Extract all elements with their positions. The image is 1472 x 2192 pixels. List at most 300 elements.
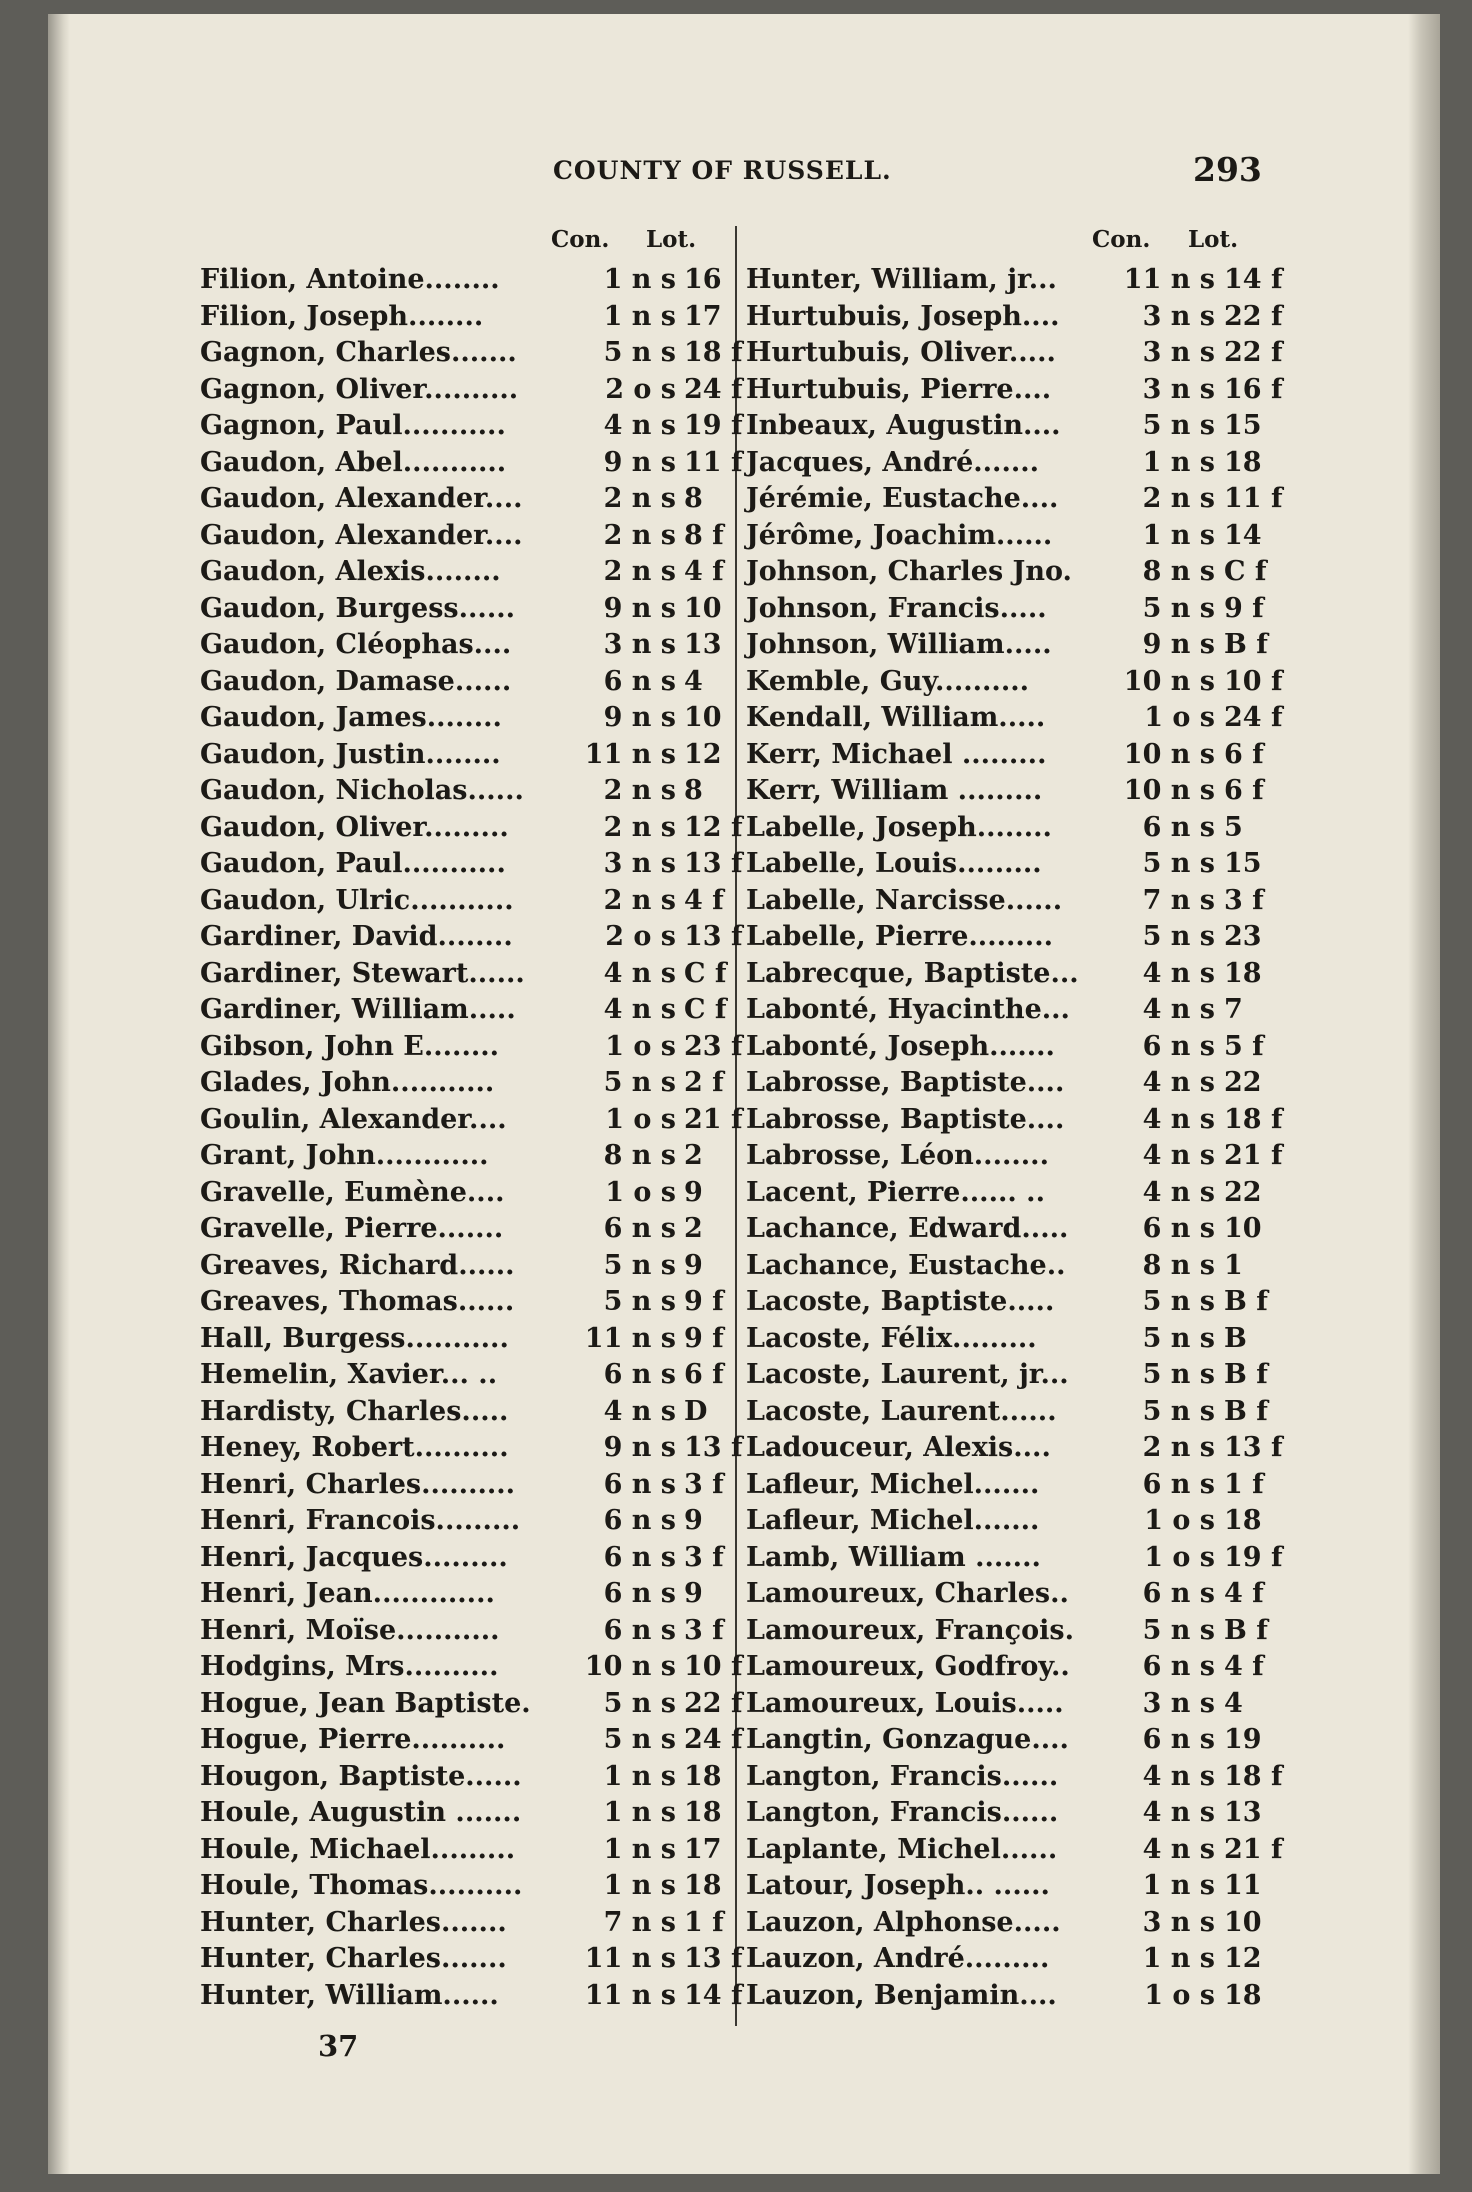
page-title: COUNTY OF RUSSELL. [553, 156, 892, 185]
list-item [746, 1759, 1316, 1796]
list-item [746, 1905, 1316, 1942]
entry-concession: 8 n s [603, 1140, 676, 1171]
list-item [200, 700, 728, 737]
list-item [746, 262, 1316, 299]
entry-lot: 19 f [684, 410, 743, 441]
entry-lot: 11 f [1224, 483, 1283, 514]
entry-lot: 22 f [1224, 337, 1283, 368]
column-headers [48, 226, 1440, 258]
entry-lot: B f [1224, 1614, 1268, 1646]
entry-name: Hogue, Pierre.......... [200, 1724, 506, 1755]
list-item [746, 591, 1316, 628]
list-item [746, 445, 1316, 482]
list-item [200, 481, 728, 518]
left-con-header: Con. [551, 226, 610, 253]
right-lot-header: Lot. [1188, 226, 1239, 253]
entry-concession: 1 o s [1144, 1505, 1215, 1536]
page-number: 293 [1193, 150, 1262, 189]
entry-name: Lafleur, Michel....... [746, 1468, 1040, 1500]
entry-concession: 2 n s [1142, 1432, 1215, 1463]
entry-concession: 7 n s [603, 1906, 676, 1938]
list-item [200, 1868, 728, 1905]
entry-lot: 17 [684, 1833, 722, 1865]
entry-name: Kendall, William..... [746, 702, 1046, 733]
list-item [746, 1686, 1316, 1723]
entry-lot: 13 f [684, 921, 743, 952]
list-item [746, 1102, 1316, 1139]
entry-concession: 4 n s [603, 410, 676, 441]
list-item [200, 1430, 743, 1467]
entry-lot: 24 f [1224, 702, 1283, 733]
entry-name: Lamb, William ....... [746, 1541, 1041, 1573]
list-item [746, 1248, 1316, 1285]
entry-lot: 13 [684, 629, 722, 660]
entry-name: Filion, Antoine........ [200, 264, 500, 295]
entry-lot: 18 f [684, 337, 743, 368]
entry-concession: 9 n s [603, 1432, 676, 1463]
entry-concession: 11 n s [584, 1979, 676, 2011]
entry-name: Houle, Augustin ....... [200, 1797, 522, 1828]
entry-concession: 5 n s [603, 1724, 676, 1755]
list-item [746, 1832, 1316, 1869]
entry-concession: 11 n s [584, 1322, 676, 1354]
entry-name: Gaudon, Damase...... [200, 665, 512, 697]
entry-lot: 12 [684, 738, 722, 770]
entry-lot: 10 [684, 702, 722, 733]
entry-name: Grant, John............ [200, 1140, 489, 1171]
entry-name: Jérémie, Eustache.... [746, 483, 1059, 514]
entry-name: Hunter, William, jr... [746, 264, 1057, 295]
entry-concession: 6 n s [1142, 1030, 1215, 1062]
entry-lot: 14 f [1224, 264, 1283, 295]
entry-concession: 4 n s [1142, 1140, 1215, 1171]
list-item [746, 700, 1316, 737]
entry-name: Henri, Jacques......... [200, 1541, 508, 1573]
list-item [746, 481, 1316, 518]
entry-concession: 5 n s [1142, 921, 1215, 952]
entry-lot: 18 f [1224, 1103, 1283, 1135]
entry-lot: B f [1224, 1395, 1268, 1427]
entry-concession: 6 n s [1142, 1468, 1215, 1500]
list-item [200, 773, 728, 810]
entry-name: Kerr, William ......... [746, 775, 1043, 806]
entry-name: Labrecque, Baptiste... [746, 957, 1079, 989]
entry-lot: 9 [684, 1578, 703, 1609]
entry-concession: 6 n s [603, 1578, 676, 1609]
entry-concession: 11 n s [1123, 264, 1215, 295]
list-item [746, 956, 1316, 993]
entry-concession: 2 n s [603, 483, 676, 514]
entry-lot: 13 f [684, 1943, 743, 1974]
entry-concession: 9 n s [1142, 629, 1215, 660]
list-item [746, 1211, 1316, 1248]
entry-lot: 9 [684, 1505, 703, 1536]
entry-concession: 4 n s [1142, 1760, 1215, 1792]
list-item [200, 1613, 728, 1650]
list-item [200, 1503, 728, 1540]
entry-lot: 8 [684, 775, 703, 806]
entry-lot: 18 [684, 1797, 722, 1828]
entry-concession: 1 o s [605, 1030, 676, 1062]
entry-lot: 4 [1224, 1687, 1243, 1719]
list-item [200, 1138, 728, 1175]
entry-name: Henri, Francois......... [200, 1505, 521, 1536]
entry-name: Gaudon, Abel........... [200, 446, 507, 478]
entry-name: Gardiner, William..... [200, 994, 516, 1025]
entry-concession: 6 n s [1142, 1578, 1215, 1609]
entry-lot: 10 [1224, 1906, 1262, 1938]
entry-name: Labrosse, Baptiste.... [746, 1103, 1065, 1135]
list-item [746, 627, 1316, 664]
list-item [200, 1357, 728, 1394]
entry-name: Gravelle, Eumène.... [200, 1176, 505, 1208]
entry-concession: 1 o s [605, 1103, 676, 1135]
entry-concession: 5 n s [1142, 1322, 1215, 1354]
entry-concession: 2 o s [605, 373, 676, 405]
entry-concession: 1 o s [1144, 1979, 1215, 2011]
entry-concession: 5 n s [1142, 1614, 1215, 1646]
page-edge [1408, 14, 1440, 2174]
list-item [746, 1357, 1316, 1394]
list-item [200, 1394, 728, 1431]
entry-concession: 6 n s [603, 1505, 676, 1536]
entry-concession: 2 n s [603, 775, 676, 806]
list-item [200, 518, 728, 555]
entry-concession: 6 n s [603, 1541, 676, 1573]
entry-name: Hunter, Charles....... [200, 1906, 507, 1938]
list-item [200, 372, 743, 409]
entry-lot: 4 f [1224, 1651, 1264, 1682]
list-item [746, 1321, 1316, 1358]
entry-name: Labelle, Joseph........ [746, 811, 1052, 843]
entry-concession: 5 n s [603, 337, 676, 368]
entry-lot: 15 [1224, 410, 1262, 441]
entry-name: Johnson, Charles Jno. [746, 556, 1072, 587]
entry-name: Gaudon, Ulric........... [200, 884, 514, 916]
entry-lot: 18 f [1224, 1760, 1283, 1792]
entry-concession: 1 o s [1144, 1541, 1215, 1573]
list-item [746, 846, 1316, 883]
entry-concession: 5 n s [1142, 592, 1215, 624]
list-item [200, 1722, 743, 1759]
entry-lot: 1 [1224, 1249, 1243, 1281]
entry-lot: B [1224, 1322, 1247, 1354]
entry-lot: 16 f [1224, 373, 1283, 405]
entry-name: Gaudon, Nicholas...... [200, 775, 524, 806]
entry-concession: 9 n s [603, 702, 676, 733]
entry-concession: 3 n s [1142, 1687, 1215, 1719]
entry-concession: 11 n s [584, 738, 676, 770]
entry-concession: 2 n s [1142, 483, 1215, 514]
entry-lot: 19 [1224, 1724, 1262, 1755]
entry-lot: C f [1224, 556, 1267, 587]
list-item [746, 1978, 1316, 2015]
entry-name: Langton, Francis...... [746, 1760, 1059, 1792]
entry-concession: 4 n s [603, 957, 676, 989]
list-item [200, 1759, 728, 1796]
entry-lot: 18 [1224, 957, 1262, 989]
list-item [200, 1102, 743, 1139]
entry-lot: 10 f [684, 1651, 743, 1682]
list-item [200, 1905, 728, 1942]
entry-lot: 12 f [684, 811, 743, 843]
right-con-header: Con. [1092, 226, 1151, 253]
entry-lot: 18 [1224, 446, 1262, 478]
list-item [746, 554, 1316, 591]
entry-lot: 21 f [684, 1103, 743, 1135]
entry-lot: 22 [1224, 1067, 1262, 1098]
entry-concession: 4 n s [603, 1395, 676, 1427]
entry-lot: 4 f [1224, 1578, 1264, 1609]
list-item [746, 1284, 1316, 1321]
entry-lot: 21 f [1224, 1140, 1283, 1171]
list-item [200, 1832, 728, 1869]
entry-name: Labrosse, Baptiste.... [746, 1067, 1065, 1098]
entry-name: Labelle, Narcisse...... [746, 884, 1063, 916]
entry-concession: 1 n s [1142, 1943, 1215, 1974]
entry-concession: 1 n s [603, 264, 676, 295]
entry-concession: 3 n s [1142, 1906, 1215, 1938]
entry-concession: 9 n s [603, 446, 676, 478]
entry-concession: 5 n s [1142, 848, 1215, 879]
list-item [200, 737, 728, 774]
entry-lot: B f [1224, 1286, 1268, 1317]
list-item [200, 919, 743, 956]
list-item [200, 846, 743, 883]
list-item [746, 992, 1316, 1029]
entry-name: Hardisty, Charles..... [200, 1395, 509, 1427]
entry-name: Gaudon, Justin........ [200, 738, 501, 770]
entry-concession: 6 n s [1142, 1724, 1215, 1755]
list-item [200, 554, 728, 591]
entry-name: Gaudon, Paul........... [200, 848, 506, 879]
entry-concession: 4 n s [1142, 1103, 1215, 1135]
entry-concession: 6 n s [603, 1213, 676, 1244]
entry-lot: 3 f [684, 1468, 724, 1500]
list-item [200, 1649, 743, 1686]
entry-lot: 1 f [684, 1906, 724, 1938]
entry-name: Greaves, Thomas...... [200, 1286, 515, 1317]
entry-lot: 15 [1224, 848, 1262, 879]
entry-lot: 22 [1224, 1176, 1262, 1208]
entry-name: Gagnon, Oliver.......... [200, 373, 519, 405]
entry-name: Lamoureux, Charles.. [746, 1578, 1069, 1609]
list-item [200, 1029, 743, 1066]
entry-name: Gaudon, Alexander.... [200, 483, 523, 514]
entry-concession: 8 n s [1142, 556, 1215, 587]
entry-name: Gibson, John E........ [200, 1030, 500, 1062]
entry-concession: 1 o s [1144, 702, 1215, 733]
entry-concession: 3 n s [1142, 300, 1215, 332]
entry-concession: 2 n s [603, 519, 676, 551]
entry-name: Lafleur, Michel....... [746, 1505, 1040, 1536]
entry-name: Gagnon, Charles....... [200, 337, 517, 368]
list-item [746, 335, 1316, 372]
entry-lot: 18 [684, 1870, 722, 1901]
list-item [746, 1795, 1316, 1832]
entry-lot: 8 f [684, 519, 724, 551]
list-item [746, 1540, 1316, 1577]
left-lot-header: Lot. [646, 226, 697, 253]
list-item [200, 1941, 743, 1978]
entry-concession: 5 n s [603, 1687, 676, 1719]
entry-concession: 8 n s [1142, 1249, 1215, 1281]
entry-lot: 8 [684, 483, 703, 514]
entry-concession: 5 n s [1142, 410, 1215, 441]
entry-name: Gaudon, Oliver......... [200, 811, 509, 843]
entry-lot: 22 f [684, 1687, 743, 1719]
entry-lot: 11 f [684, 446, 743, 478]
entry-lot: 4 [684, 665, 703, 697]
spine-shadow [48, 14, 70, 2174]
entry-concession: 3 n s [1142, 337, 1215, 368]
entry-lot: C f [684, 994, 727, 1025]
entry-name: Jérôme, Joachim...... [746, 519, 1053, 551]
entry-name: Latour, Joseph.. ...... [746, 1870, 1050, 1901]
entry-concession: 4 n s [1142, 957, 1215, 989]
list-item [200, 1576, 728, 1613]
entry-lot: B f [1224, 629, 1268, 660]
entry-lot: 9 [684, 1249, 703, 1281]
entry-lot: B f [1224, 1359, 1268, 1390]
entry-name: Gagnon, Paul........... [200, 410, 506, 441]
entry-lot: 5 [1224, 811, 1243, 843]
list-item [200, 1540, 728, 1577]
entry-name: Lacoste, Laurent...... [746, 1395, 1057, 1427]
list-item [200, 1284, 728, 1321]
entry-concession: 11 n s [584, 1943, 676, 1974]
entry-concession: 4 n s [603, 994, 676, 1025]
entry-name: Lauzon, Benjamin.... [746, 1979, 1057, 2011]
list-item [746, 1394, 1316, 1431]
list-item [746, 1065, 1316, 1102]
entry-concession: 5 n s [603, 1249, 676, 1281]
entry-name: Lacoste, Baptiste..... [746, 1286, 1055, 1317]
entry-name: Heney, Robert.......... [200, 1432, 509, 1463]
entry-lot: 14 f [684, 1979, 743, 2011]
entry-lot: 13 f [684, 848, 743, 879]
entry-name: Gaudon, Cléophas.... [200, 629, 512, 660]
entry-lot: 24 f [684, 373, 743, 405]
list-item [200, 1467, 728, 1504]
entry-name: Kerr, Michael ......... [746, 738, 1047, 770]
list-item [746, 810, 1316, 847]
entry-lot: 9 f [684, 1322, 724, 1354]
list-item [200, 810, 743, 847]
list-item [746, 408, 1316, 445]
list-item [200, 445, 743, 482]
entry-lot: 16 [684, 264, 722, 295]
list-item [746, 883, 1316, 920]
entry-concession: 5 n s [1142, 1359, 1215, 1390]
entry-concession: 3 n s [603, 848, 676, 879]
entry-concession: 6 n s [1142, 811, 1215, 843]
list-item [746, 1503, 1316, 1540]
entry-name: Hurtubuis, Pierre.... [746, 373, 1052, 405]
entry-concession: 3 n s [1142, 373, 1215, 405]
entry-concession: 5 n s [603, 1286, 676, 1317]
entry-name: Hougon, Baptiste...... [200, 1760, 522, 1792]
entry-name: Langton, Francis...... [746, 1797, 1059, 1828]
entry-name: Ladouceur, Alexis.... [746, 1432, 1051, 1463]
list-item [200, 1065, 728, 1102]
entry-lot: 12 [1224, 1943, 1262, 1974]
entry-name: Filion, Joseph........ [200, 300, 484, 332]
list-item [200, 408, 743, 445]
entry-concession: 3 n s [603, 629, 676, 660]
entry-name: Kemble, Guy.......... [746, 665, 1030, 697]
list-item [746, 1029, 1316, 1066]
entry-concession: 5 n s [1142, 1395, 1215, 1427]
list-item [746, 1430, 1316, 1467]
entry-concession: 2 n s [603, 811, 676, 843]
entry-name: Hunter, Charles....... [200, 1943, 507, 1974]
entry-lot: 5 f [1224, 1030, 1264, 1062]
entry-name: Gaudon, Alexis........ [200, 556, 501, 587]
entry-lot: 1 f [1224, 1468, 1264, 1500]
entry-name: Henri, Charles.......... [200, 1468, 516, 1500]
entry-lot: 18 [1224, 1505, 1262, 1536]
entry-concession: 4 n s [1142, 1176, 1215, 1208]
entry-name: Hunter, William...... [200, 1979, 499, 2011]
entry-concession: 1 n s [603, 1833, 676, 1865]
list-item [746, 1138, 1316, 1175]
entry-lot: 13 [1224, 1797, 1262, 1828]
list-item [746, 1941, 1316, 1978]
entry-name: Gardiner, Stewart...... [200, 957, 525, 989]
entry-lot: 14 [1224, 519, 1262, 551]
list-item [200, 664, 728, 701]
entry-name: Henri, Jean............. [200, 1578, 495, 1609]
entry-name: Johnson, Francis..... [746, 592, 1047, 624]
entry-lot: 23 f [684, 1030, 743, 1062]
entry-concession: 1 n s [603, 1870, 676, 1901]
entry-name: Hall, Burgess........... [200, 1322, 509, 1354]
entry-lot: 2 [684, 1140, 703, 1171]
entry-name: Lamoureux, Louis..... [746, 1687, 1064, 1719]
book-page [48, 14, 1440, 2174]
entry-lot: 10 f [1224, 665, 1283, 697]
list-item [200, 1175, 728, 1212]
list-item [746, 1576, 1316, 1613]
list-item [200, 1321, 728, 1358]
entry-lot: 21 f [1224, 1833, 1283, 1865]
entry-name: Jacques, André....... [746, 446, 1040, 478]
entry-name: Gardiner, David........ [200, 921, 513, 952]
list-item [200, 627, 728, 664]
entry-name: Labrosse, Léon........ [746, 1140, 1049, 1171]
entry-concession: 2 n s [603, 556, 676, 587]
entry-lot: 3 f [684, 1541, 724, 1573]
entry-name: Gaudon, Alexander.... [200, 519, 523, 551]
list-item [200, 1978, 743, 2015]
entry-lot: 13 f [684, 1432, 743, 1463]
entry-name: Hemelin, Xavier... .. [200, 1359, 498, 1390]
entry-lot: 7 [1224, 994, 1243, 1025]
list-item [746, 919, 1316, 956]
list-item [200, 992, 728, 1029]
entry-lot: 17 [684, 300, 722, 332]
entry-lot: 22 f [1224, 300, 1283, 332]
entry-name: Labonté, Joseph....... [746, 1030, 1055, 1062]
entry-lot: 4 f [684, 884, 724, 916]
entry-name: Hogue, Jean Baptiste. [200, 1687, 531, 1719]
list-item [200, 1686, 743, 1723]
entry-concession: 1 n s [603, 300, 676, 332]
entry-concession: 1 n s [1142, 1870, 1215, 1901]
entry-lot: 6 f [684, 1359, 724, 1390]
entry-concession: 6 n s [1142, 1651, 1215, 1682]
